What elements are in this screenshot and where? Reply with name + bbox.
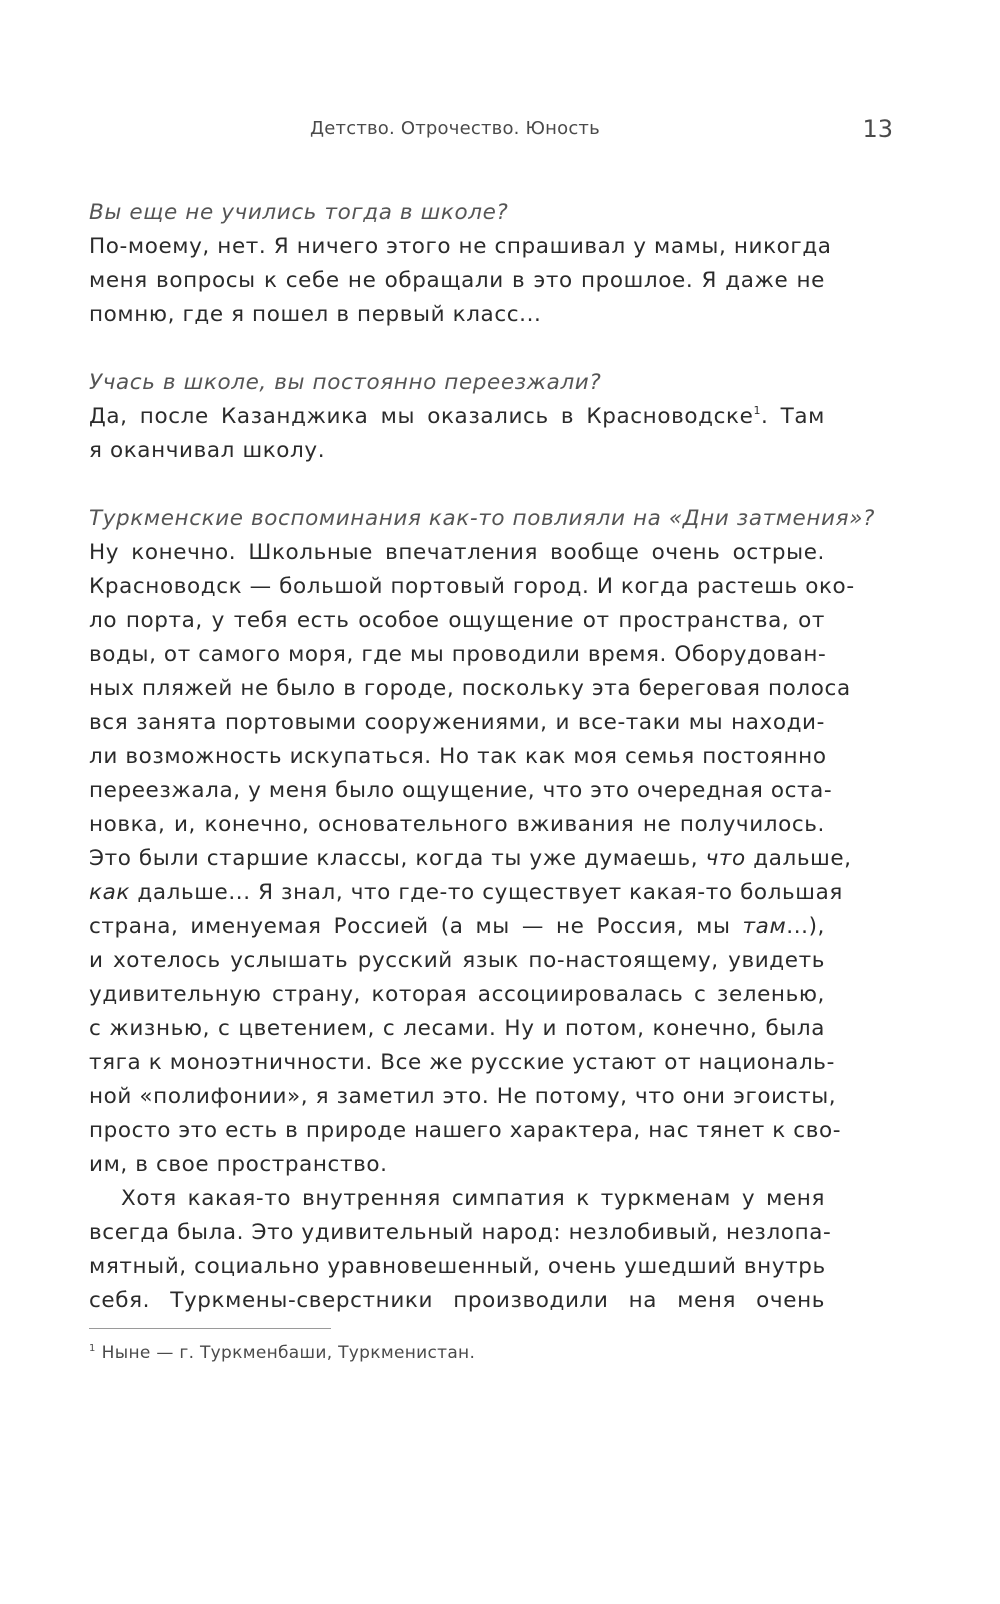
question-2-text: Учась в школе, вы постоянно переезжали? — [89, 370, 602, 395]
answer-3-paragraph-2 — [89, 1182, 832, 1318]
text-line: я оканчивал школу. — [89, 438, 326, 463]
text-run: . Там — [761, 404, 825, 429]
question-1 — [89, 196, 825, 230]
text-line: ло порта, у тебя есть особое ощущение от пространства, от — [89, 608, 825, 633]
footnote — [89, 1343, 475, 1363]
question-1-text: Вы еще не учились тогда в школе? — [89, 200, 509, 225]
emphasis: что — [705, 846, 746, 871]
text-line: им, в свое пространство. — [89, 1152, 388, 1177]
question-3-text: Туркменские воспоминания как-то повлияли на «Дни затмения»? — [89, 506, 876, 531]
text-run: Это были старшие классы, когда ты уже думаешь, — [89, 846, 706, 871]
footnote-number: 1 — [89, 1343, 96, 1354]
text-line — [89, 910, 825, 944]
text-line: По-моему, нет. Я ничего этого не спрашивал у мамы, никогда — [89, 234, 832, 259]
text-line — [89, 400, 825, 434]
question-2 — [89, 366, 825, 400]
text-line: ной «полифонии», я заметил это. Не потому, что они эгоисты, — [89, 1084, 837, 1109]
text-line: мятный, социально уравновешенный, очень ушедший внутрь — [89, 1254, 826, 1279]
question-3 — [89, 502, 876, 536]
text-run: дальше, — [745, 846, 852, 871]
text-line: Красноводск — большой портовый город. И когда растешь око- — [89, 574, 855, 599]
running-title: Детство. Отрочество. Юность — [310, 118, 600, 139]
emphasis: там — [742, 914, 787, 939]
text-line: переезжала, у меня было ощущение, что это очередная оста- — [89, 778, 833, 803]
text-line: Ну конечно. Школьные впечатления вообще очень острые. — [89, 540, 825, 565]
text-line: Хотя какая-то внутренняя симпатия к туркменам у меня — [121, 1186, 825, 1211]
paragraph-gap — [89, 332, 825, 366]
text-line: воды, от самого моря, где мы проводили время. Оборудован- — [89, 642, 827, 667]
text-line: ных пляжей не было в городе, поскольку эта береговая полоса — [89, 676, 851, 701]
answer-3 — [89, 536, 855, 1182]
text-line — [89, 876, 843, 910]
text-line: тяга к моноэтничности. Все же русские устают от националь- — [89, 1050, 835, 1075]
text-run: Да, после Казанджика мы оказались в Красноводске — [89, 404, 754, 429]
text-line: себя. Туркмены-сверстники производили на меня очень — [89, 1288, 825, 1313]
text-line: ли возможность искупаться. Но так как моя семья постоянно — [89, 744, 827, 769]
text-line: всегда была. Это удивительный народ: незлобивый, незлопа- — [89, 1220, 832, 1245]
footnote-text: Ныне — г. Туркменбаши, Туркменистан. — [101, 1343, 476, 1363]
text-line: новка, и, конечно, основательного вживания не получилось. — [89, 812, 825, 837]
answer-2 — [89, 400, 825, 468]
main-text — [89, 196, 876, 1318]
answer-1 — [89, 230, 832, 332]
text-line: просто это есть в природе нашего характера, нас тянет к сво- — [89, 1118, 842, 1143]
paragraph-gap — [89, 468, 825, 502]
running-head — [0, 115, 1000, 148]
footnote-divider — [89, 1328, 331, 1329]
emphasis: как — [89, 880, 130, 905]
text-line: помню, где я пошел в первый класс... — [89, 302, 542, 327]
text-run: ...), — [786, 914, 825, 939]
text-line — [89, 842, 852, 876]
text-line: и хотелось услышать русский язык по-настоящему, увидеть — [89, 948, 825, 973]
text-run: дальше... Я знал, что где-то существует какая-то большая — [129, 880, 843, 905]
text-line: с жизнью, с цветением, с лесами. Ну и потом, конечно, была — [89, 1016, 825, 1041]
text-run: страна, именуемая Россией (а мы — не Россия, мы — [89, 914, 743, 939]
footnote-reference[interactable]: 1 — [753, 404, 762, 417]
text-line: вся занята портовыми сооружениями, и все-таки мы находи- — [89, 710, 825, 735]
text-line: удивительную страну, которая ассоциировалась с зеленью, — [89, 982, 825, 1007]
page-number: 13 — [862, 115, 893, 143]
text-line: меня вопросы к себе не обращали в это прошлое. Я даже не — [89, 268, 825, 293]
